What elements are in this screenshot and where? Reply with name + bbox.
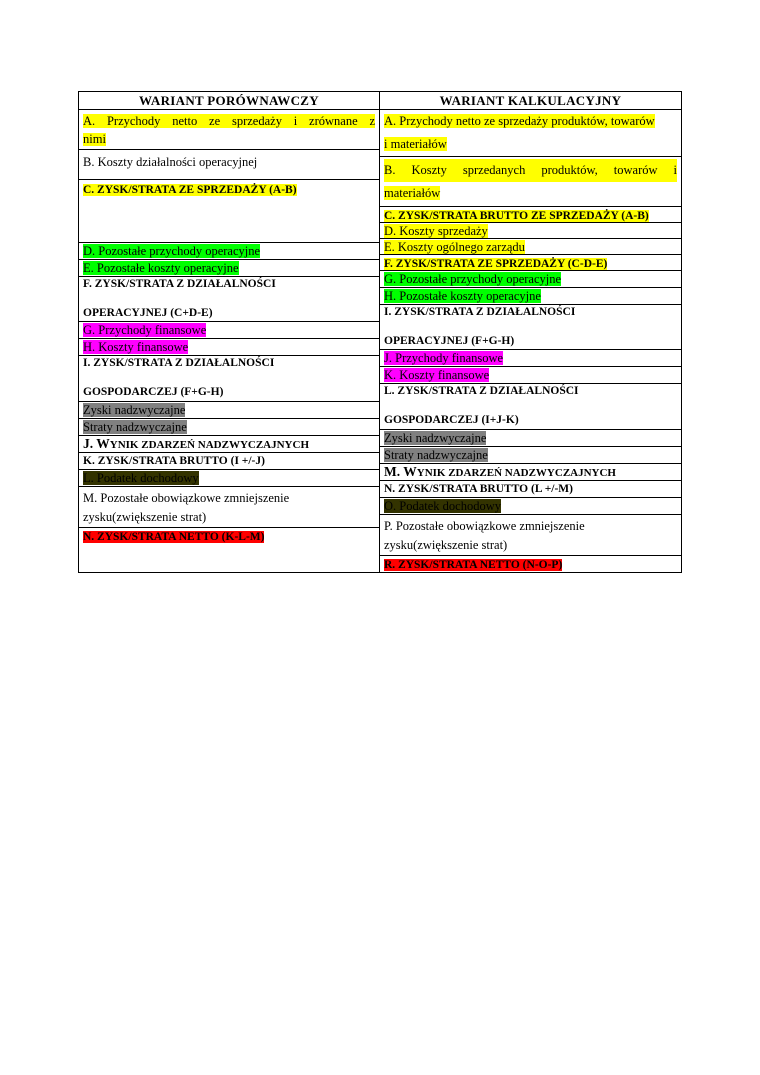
right-item-r: R. ZYSK/STRATA NETTO (N-O-P) bbox=[384, 559, 563, 571]
left-item-a: A. Przychody netto ze sprzedaży i zrównane z bbox=[79, 110, 379, 150]
body-row bbox=[79, 110, 681, 572]
left-item-e: E. Pozostałe koszty operacyjne bbox=[79, 260, 379, 277]
header-kalkulacyjny: WARIANT KALKULACYJNY bbox=[380, 92, 681, 110]
left-item-h: H. Koszty finansowe bbox=[79, 339, 379, 356]
left-item-d: D. Pozostałe przychody operacyjne bbox=[79, 243, 379, 260]
header-row bbox=[79, 92, 681, 110]
left-item-m: M. Pozostałe obowiązkowe zmniejszenie zysku(zwiększenie strat) bbox=[79, 487, 379, 528]
left-item-k: K. ZYSK/STRATA BRUTTO (I +/-J) bbox=[79, 453, 379, 470]
right-item-g: G. Pozostałe przychody operacyjne bbox=[380, 271, 681, 288]
right-item-i: I. ZYSK/STRATA Z DZIAŁALNOŚCI OPERACYJNEJ (F+G-H) bbox=[380, 305, 681, 350]
right-item-p: P. Pozostałe obowiązkowe zmniejszenie zysku(zwiększenie strat) bbox=[380, 515, 681, 556]
right-item-n: N. ZYSK/STRATA BRUTTO (L +/-M) bbox=[380, 481, 681, 498]
right-item-d: D. Koszty sprzedaży bbox=[380, 223, 681, 239]
right-item-m: M. WYNIK ZDARZEŃ NADZWYCZAJNYCH bbox=[380, 464, 681, 481]
right-item-a: A. Przychody netto ze sprzedaży produktów, towarów i materiałów bbox=[380, 110, 681, 157]
left-item-i: I. ZYSK/STRATA Z DZIAŁALNOŚCI GOSPODARCZEJ (F+G-H) bbox=[79, 356, 379, 402]
left-item-c: C. ZYSK/STRATA ZE SPRZEDAŻY (A-B) bbox=[79, 180, 379, 243]
left-item-n: N. ZYSK/STRATA NETTO (K-L-M) bbox=[83, 531, 265, 543]
comparison-table bbox=[78, 91, 682, 573]
left-item-g: G. Przychody finansowe bbox=[79, 322, 379, 339]
left-column bbox=[79, 110, 380, 572]
left-item-l: L. Podatek dochodowy bbox=[79, 470, 379, 487]
header-porownawczy: WARIANT PORÓWNAWCZY bbox=[79, 92, 380, 110]
right-item-o: O. Podatek dochodowy bbox=[380, 498, 681, 515]
right-column bbox=[380, 110, 681, 572]
right-item-k: K. Koszty finansowe bbox=[380, 367, 681, 384]
right-item-e: E. Koszty ogólnego zarządu bbox=[380, 239, 681, 255]
right-item-f: F. ZYSK/STRATA ZE SPRZEDAŻY (C-D-E) bbox=[380, 255, 681, 271]
right-item-zyski: Zyski nadzwyczajne bbox=[380, 430, 681, 447]
left-item-b: nimi B. Koszty działalności operacyjnej bbox=[79, 133, 379, 180]
right-item-c: C. ZYSK/STRATA BRUTTO ZE SPRZEDAŻY (A-B) bbox=[380, 207, 681, 223]
right-item-h: H. Pozostałe koszty operacyjne bbox=[380, 288, 681, 305]
left-item-j: J. WYNIK ZDARZEŃ NADZWYCZAJNYCH bbox=[79, 436, 379, 453]
left-item-straty: Straty nadzwyczajne bbox=[79, 419, 379, 436]
right-item-l: L. ZYSK/STRATA Z DZIAŁALNOŚCI GOSPODARCZEJ (I+J-K) bbox=[380, 384, 681, 430]
right-item-straty: Straty nadzwyczajne bbox=[380, 447, 681, 464]
left-item-f: F. ZYSK/STRATA Z DZIAŁALNOŚCI OPERACYJNEJ (C+D-E) bbox=[79, 277, 379, 322]
right-item-b: B. Koszty sprzedanych produktów, towarów i materiałów bbox=[380, 157, 681, 207]
left-item-zyski: Zyski nadzwyczajne bbox=[79, 402, 379, 419]
right-item-j: J. Przychody finansowe bbox=[380, 350, 681, 367]
